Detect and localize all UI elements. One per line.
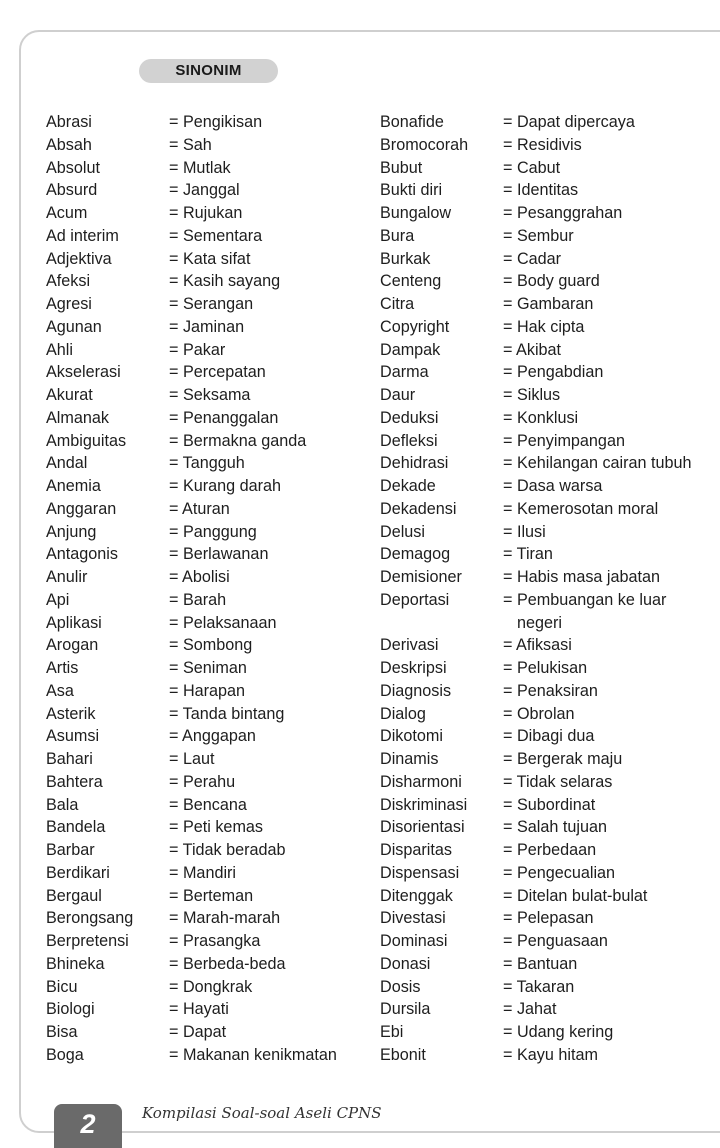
entry-term: Absolut bbox=[46, 158, 100, 177]
entry-definition: = Pelukisan bbox=[503, 659, 588, 677]
entry-definition: = Peti kemas bbox=[169, 818, 264, 837]
entry-definition: = Residivis bbox=[503, 135, 582, 154]
entry-definition: = Tangguh bbox=[169, 454, 245, 473]
entry-definition: = Sembur bbox=[503, 226, 574, 245]
entry-definition: = Aturan bbox=[169, 499, 230, 518]
entry-term: Anggaran bbox=[46, 499, 117, 518]
entry-term: Bukti diri bbox=[380, 181, 443, 200]
entry-definition: = Pengikisan bbox=[169, 113, 263, 131]
entry-definition: = Afiksasi bbox=[503, 636, 572, 655]
entry-term: Deskripsi bbox=[380, 659, 447, 677]
entry-term: Disharmoni bbox=[380, 772, 462, 791]
entry-term: Ahli bbox=[46, 340, 73, 359]
entry-definition: = Jaminan bbox=[169, 317, 245, 336]
entry-definition: = Jahat bbox=[503, 1000, 557, 1019]
entry-term: Dehidrasi bbox=[380, 454, 449, 473]
entry-definition: = Tidak selaras bbox=[503, 772, 613, 791]
entry-term: Asa bbox=[46, 681, 74, 700]
entry-term: Demagog bbox=[380, 545, 451, 564]
entry-term: Disorientasi bbox=[380, 818, 465, 837]
entry-term: Darma bbox=[380, 363, 429, 382]
entry-definition: = Kasih sayang bbox=[169, 272, 281, 291]
entry-term: Dekade bbox=[380, 477, 436, 495]
entry-term: Absah bbox=[46, 135, 92, 154]
entry-term: Dampak bbox=[380, 340, 441, 359]
entry-term: Dekadensi bbox=[380, 499, 457, 518]
entry-definition: = Sementara bbox=[169, 226, 263, 245]
entry-definition-continued: negeri bbox=[517, 613, 562, 632]
entry-term: Bandela bbox=[46, 818, 106, 837]
entry-definition: = Hak cipta bbox=[503, 317, 585, 336]
entry-term: Bergaul bbox=[46, 886, 102, 905]
entry-term: Dikotomi bbox=[380, 727, 443, 746]
entry-definition: = Konklusi bbox=[503, 408, 579, 427]
entry-definition: = Kata sifat bbox=[169, 249, 251, 268]
entry-term: Acum bbox=[46, 204, 88, 222]
entry-term: Ambiguitas bbox=[46, 431, 127, 450]
entry-term: Abrasi bbox=[46, 113, 92, 131]
entry-term: Dispensasi bbox=[380, 863, 460, 882]
entry-term: Bromocorah bbox=[380, 135, 469, 154]
entry-definition: = Janggal bbox=[169, 181, 240, 200]
entry-definition: = Salah tujuan bbox=[503, 818, 607, 837]
entry-definition: = Sah bbox=[169, 135, 212, 154]
entry-definition: = Kehilangan cairan tubuh bbox=[503, 454, 692, 473]
entry-definition: = Anggapan bbox=[169, 727, 256, 746]
entry-term: Agresi bbox=[46, 295, 92, 313]
entry-definition: = Penyimpangan bbox=[503, 431, 625, 450]
entry-definition: = Obrolan bbox=[503, 704, 575, 723]
entry-term: Anulir bbox=[46, 568, 88, 586]
entry-definition: = Dapat bbox=[169, 1023, 227, 1041]
entry-term: Donasi bbox=[380, 954, 431, 973]
entry-definition: = Kemerosotan moral bbox=[503, 499, 659, 518]
entry-definition: = Habis masa jabatan bbox=[503, 568, 661, 586]
entry-term: Diskriminasi bbox=[380, 795, 468, 814]
entry-term: Centeng bbox=[380, 272, 442, 291]
entry-term: Daur bbox=[380, 386, 416, 404]
entry-definition: = Pelepasan bbox=[503, 909, 594, 928]
entry-definition: = Panggung bbox=[169, 522, 257, 541]
entry-term: Asumsi bbox=[46, 727, 100, 746]
entry-definition: = Pesanggrahan bbox=[503, 204, 623, 222]
entry-term: Antagonis bbox=[46, 545, 118, 564]
entry-term: Absurd bbox=[46, 181, 98, 200]
entry-term: Burkak bbox=[380, 249, 431, 268]
entry-term: Bura bbox=[380, 226, 415, 245]
entry-definition: = Kurang darah bbox=[169, 477, 282, 495]
entry-definition: = Takaran bbox=[503, 977, 575, 996]
entry-term: Citra bbox=[380, 295, 415, 313]
entry-term: Ad interim bbox=[46, 226, 119, 245]
entry-definition: = Sombong bbox=[169, 636, 253, 655]
entry-definition: = Cadar bbox=[503, 249, 562, 268]
entry-definition: = Tanda bintang bbox=[169, 704, 285, 723]
entry-definition: = Dapat dipercaya bbox=[503, 113, 635, 131]
entry-term: Bala bbox=[46, 795, 79, 814]
entry-definition: = Pakar bbox=[169, 340, 226, 359]
entry-term: Bisa bbox=[46, 1023, 78, 1041]
entry-term: Dominasi bbox=[380, 932, 448, 950]
entry-definition: = Tidak beradab bbox=[169, 841, 286, 859]
entry-definition: = Dibagi dua bbox=[503, 727, 595, 746]
entry-definition: = Serangan bbox=[169, 295, 254, 313]
entry-definition: = Ilusi bbox=[503, 522, 546, 541]
entry-term: Almanak bbox=[46, 408, 109, 427]
entry-definition: = Marah-marah bbox=[169, 909, 281, 928]
entry-term: Barbar bbox=[46, 841, 95, 859]
entry-definition: = Penaksiran bbox=[503, 681, 598, 700]
entry-term: Andal bbox=[46, 454, 88, 473]
entry-definition: = Berlawanan bbox=[169, 545, 269, 564]
entry-term: Ebonit bbox=[380, 1045, 426, 1064]
entry-term: Bicu bbox=[46, 977, 78, 996]
entry-term: Dinamis bbox=[380, 750, 439, 768]
page-number: 2 bbox=[54, 1104, 122, 1148]
entry-term: Delusi bbox=[380, 522, 425, 541]
entry-definition: = Makanan kenikmatan bbox=[169, 1045, 337, 1064]
entry-definition: = Penguasaan bbox=[503, 932, 608, 950]
entry-term: Berongsang bbox=[46, 909, 134, 928]
entry-term: Dosis bbox=[380, 977, 421, 996]
entry-term: Disparitas bbox=[380, 841, 452, 859]
entry-term: Akselerasi bbox=[46, 363, 121, 382]
entry-definition: = Prasangka bbox=[169, 932, 261, 950]
entry-definition: = Pengecualian bbox=[503, 863, 616, 882]
entry-definition: = Udang kering bbox=[503, 1023, 614, 1041]
entry-term: Adjektiva bbox=[46, 249, 112, 268]
entry-term: Berpretensi bbox=[46, 932, 129, 950]
entry-definition: = Perbedaan bbox=[503, 841, 597, 859]
entry-term: Defleksi bbox=[380, 431, 438, 450]
entry-definition: = Pembuangan ke luar bbox=[503, 590, 667, 609]
entry-term: Artis bbox=[46, 659, 79, 677]
entry-term: Api bbox=[46, 590, 70, 609]
entry-definition: = Barah bbox=[169, 590, 227, 609]
entry-definition: = Identitas bbox=[503, 181, 579, 200]
entry-term: Akurat bbox=[46, 386, 93, 404]
entry-term: Anemia bbox=[46, 477, 101, 495]
entry-definition: = Harapan bbox=[169, 681, 246, 700]
entry-definition: = Abolisi bbox=[169, 568, 230, 586]
entry-term: Arogan bbox=[46, 636, 99, 655]
entry-term: Diagnosis bbox=[380, 681, 452, 700]
footer-title: Kompilasi Soal-soal Aseli CPNS bbox=[142, 1104, 382, 1122]
entry-term: Deportasi bbox=[380, 590, 450, 609]
entry-definition: = Subordinat bbox=[503, 795, 596, 814]
entry-definition: = Berteman bbox=[169, 886, 254, 905]
section-heading: SINONIM bbox=[139, 59, 278, 83]
entry-definition: = Bergerak maju bbox=[503, 750, 623, 768]
entry-definition: = Gambaran bbox=[503, 295, 594, 313]
entry-term: Derivasi bbox=[380, 636, 439, 655]
entry-definition: = Pelaksanaan bbox=[169, 613, 277, 632]
entry-term: Bhineka bbox=[46, 954, 105, 973]
entry-definition: = Bencana bbox=[169, 795, 247, 814]
entry-definition: = Akibat bbox=[503, 340, 562, 359]
entry-term: Dialog bbox=[380, 704, 426, 723]
entry-term: Biologi bbox=[46, 1000, 95, 1019]
entry-definition: = Body guard bbox=[503, 272, 600, 291]
entry-definition: = Dongkrak bbox=[169, 977, 253, 996]
entry-definition: = Kayu hitam bbox=[503, 1045, 598, 1064]
entry-term: Bahtera bbox=[46, 772, 103, 791]
entry-definition: = Pengabdian bbox=[503, 363, 604, 382]
entry-term: Asterik bbox=[46, 704, 96, 723]
entry-term: Divestasi bbox=[380, 909, 446, 928]
entry-definition: = Cabut bbox=[503, 158, 561, 177]
entry-term: Dursila bbox=[380, 1000, 431, 1019]
entry-term: Bungalow bbox=[380, 204, 452, 222]
entry-term: Ditenggak bbox=[380, 886, 453, 905]
entry-term: Deduksi bbox=[380, 408, 439, 427]
entry-definition: = Berbeda-beda bbox=[169, 954, 286, 973]
entry-definition: = Dasa warsa bbox=[503, 477, 603, 495]
entry-definition: = Tiran bbox=[503, 545, 553, 564]
entry-term: Aplikasi bbox=[46, 613, 102, 632]
entry-term: Bahari bbox=[46, 750, 93, 768]
entry-definition: = Percepatan bbox=[169, 363, 266, 382]
entry-term: Berdikari bbox=[46, 863, 110, 882]
entry-definition: = Seksama bbox=[169, 386, 251, 404]
entry-definition: = Rujukan bbox=[169, 204, 243, 222]
entry-definition: = Perahu bbox=[169, 772, 236, 791]
entry-term: Copyright bbox=[380, 317, 450, 336]
entry-definition: = Penanggalan bbox=[169, 408, 279, 427]
entry-definition: = Mandiri bbox=[169, 863, 237, 882]
entry-term: Boga bbox=[46, 1045, 84, 1064]
entry-term: Agunan bbox=[46, 317, 102, 336]
entry-definition: = Siklus bbox=[503, 386, 561, 404]
entry-term: Afeksi bbox=[46, 272, 91, 291]
entry-term: Anjung bbox=[46, 522, 97, 541]
entry-term: Demisioner bbox=[380, 568, 462, 586]
entry-term: Bubut bbox=[380, 158, 423, 177]
entry-definition: = Hayati bbox=[169, 1000, 229, 1019]
entry-definition: = Bantuan bbox=[503, 954, 578, 973]
entry-term: Bonafide bbox=[380, 113, 444, 131]
entry-definition: = Bermakna ganda bbox=[169, 431, 307, 450]
entry-definition: = Mutlak bbox=[169, 158, 231, 177]
entry-term: Ebi bbox=[380, 1023, 404, 1041]
entry-definition: = Laut bbox=[169, 750, 215, 768]
entry-definition: = Ditelan bulat-bulat bbox=[503, 886, 648, 905]
entry-definition: = Seniman bbox=[169, 659, 247, 677]
